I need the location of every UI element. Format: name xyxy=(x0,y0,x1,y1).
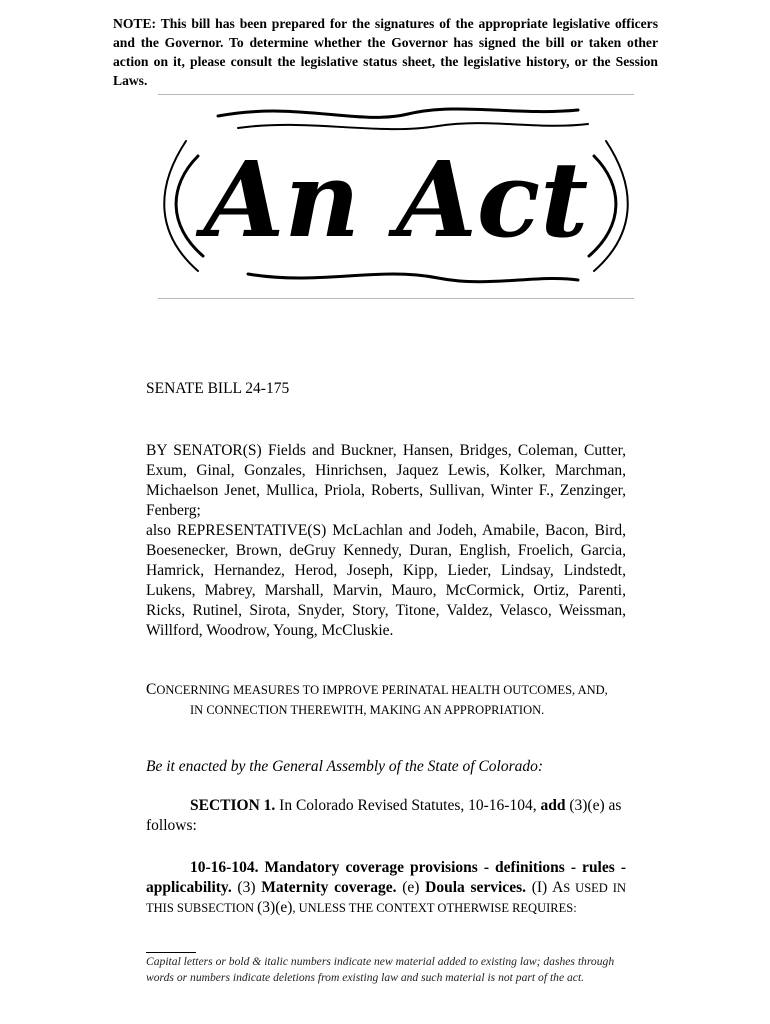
statute-ref: (3)(e) xyxy=(257,899,293,916)
statute-subsection-I: (I) xyxy=(525,879,553,896)
statute-doula: Doula services. xyxy=(425,879,526,896)
footnote: Capital letters or bold & italic numbers indicate new material added to existing law; dashes through words or numbers indicate deletions from existing law and such material is not part of the act. xyxy=(146,955,615,984)
footnote-rule xyxy=(146,952,196,953)
house-sponsors: also REPRESENTATIVE(S) McLachlan and Jodeh, Amabile, Bacon, Bird, Boesenecker, Brown, deGruy Kennedy, Duran, English, Froelich, Garcia, Hamrick, Hernandez, Herod, Joseph, Kipp, Lieder, Lindsay, Lindstedt, Lukens, Mabrey, Marshall, Marvin, Mauro, McCormick, Ortiz, Parenti, Ricks, Rutinel, Sirota, Snyder, Story, Titone, Valdez, Velasco, Weissman, Willford, Woodrow, Young, McCluskie. xyxy=(146,522,626,639)
section-1 xyxy=(146,796,626,836)
seal-bottom-rule xyxy=(158,298,634,299)
statute-text-1: S USED IN THIS SUBSECTION xyxy=(146,881,626,915)
senate-sponsors: BY SENATOR(S) Fields and Buckner, Hansen, Bridges, Coleman, Cutter, Exum, Ginal, Gonzales, Hinrichsen, Jaquez Lewis, Kolker, Marchman, Michaelson Jenet, Mullica, Priola, Roberts, Sullivan, Winter F., Zenzinger, Fenberg; xyxy=(146,442,626,519)
section-1-text-b: (3)(e) as follows: xyxy=(146,797,622,834)
seal-top-rule xyxy=(158,94,634,95)
statute-text xyxy=(146,858,626,918)
signature-note: NOTE: This bill has been prepared for the signatures of the appropriate legislative officers and the Governor. To determine whether the Governor has signed the bill or taken other action on it, please consult the legislative status sheet, the legislative history, or the Session Laws. xyxy=(113,16,658,88)
section-1-heading: SECTION 1. xyxy=(190,797,276,814)
concerning-line-2: IN CONNECTION THEREWITH, MAKING AN APPROPRIATION. xyxy=(190,703,545,717)
an-act-seal xyxy=(158,96,634,296)
sponsors-block xyxy=(146,441,626,641)
statute-subsection-3: (3) xyxy=(231,879,262,896)
statute-text-2: , UNLESS THE CONTEXT OTHERWISE REQUIRES: xyxy=(292,901,577,915)
statute-subsection-e: (e) xyxy=(396,879,426,896)
enacting-clause: Be it enacted by the General Assembly of the State of Colorado: xyxy=(146,758,544,775)
statute-maternity: Maternity coverage. xyxy=(261,879,397,896)
statute-heading: 10-16-104. Mandatory coverage provisions - definitions - rules - applicability. xyxy=(146,859,626,896)
bill-number: SENATE BILL 24-175 xyxy=(146,380,290,397)
section-1-text-a: In Colorado Revised Statutes, 10-16-104, xyxy=(275,797,541,814)
concerning-clause xyxy=(146,680,626,720)
section-1-add: add xyxy=(540,797,566,814)
concerning-initial: C xyxy=(146,681,157,698)
statute-cap-a: A xyxy=(552,879,564,896)
concerning-line-1: ONCERNING MEASURES TO IMPROVE PERINATAL HEALTH OUTCOMES, AND, xyxy=(156,683,608,697)
seal-lettering: An Act xyxy=(203,138,589,261)
